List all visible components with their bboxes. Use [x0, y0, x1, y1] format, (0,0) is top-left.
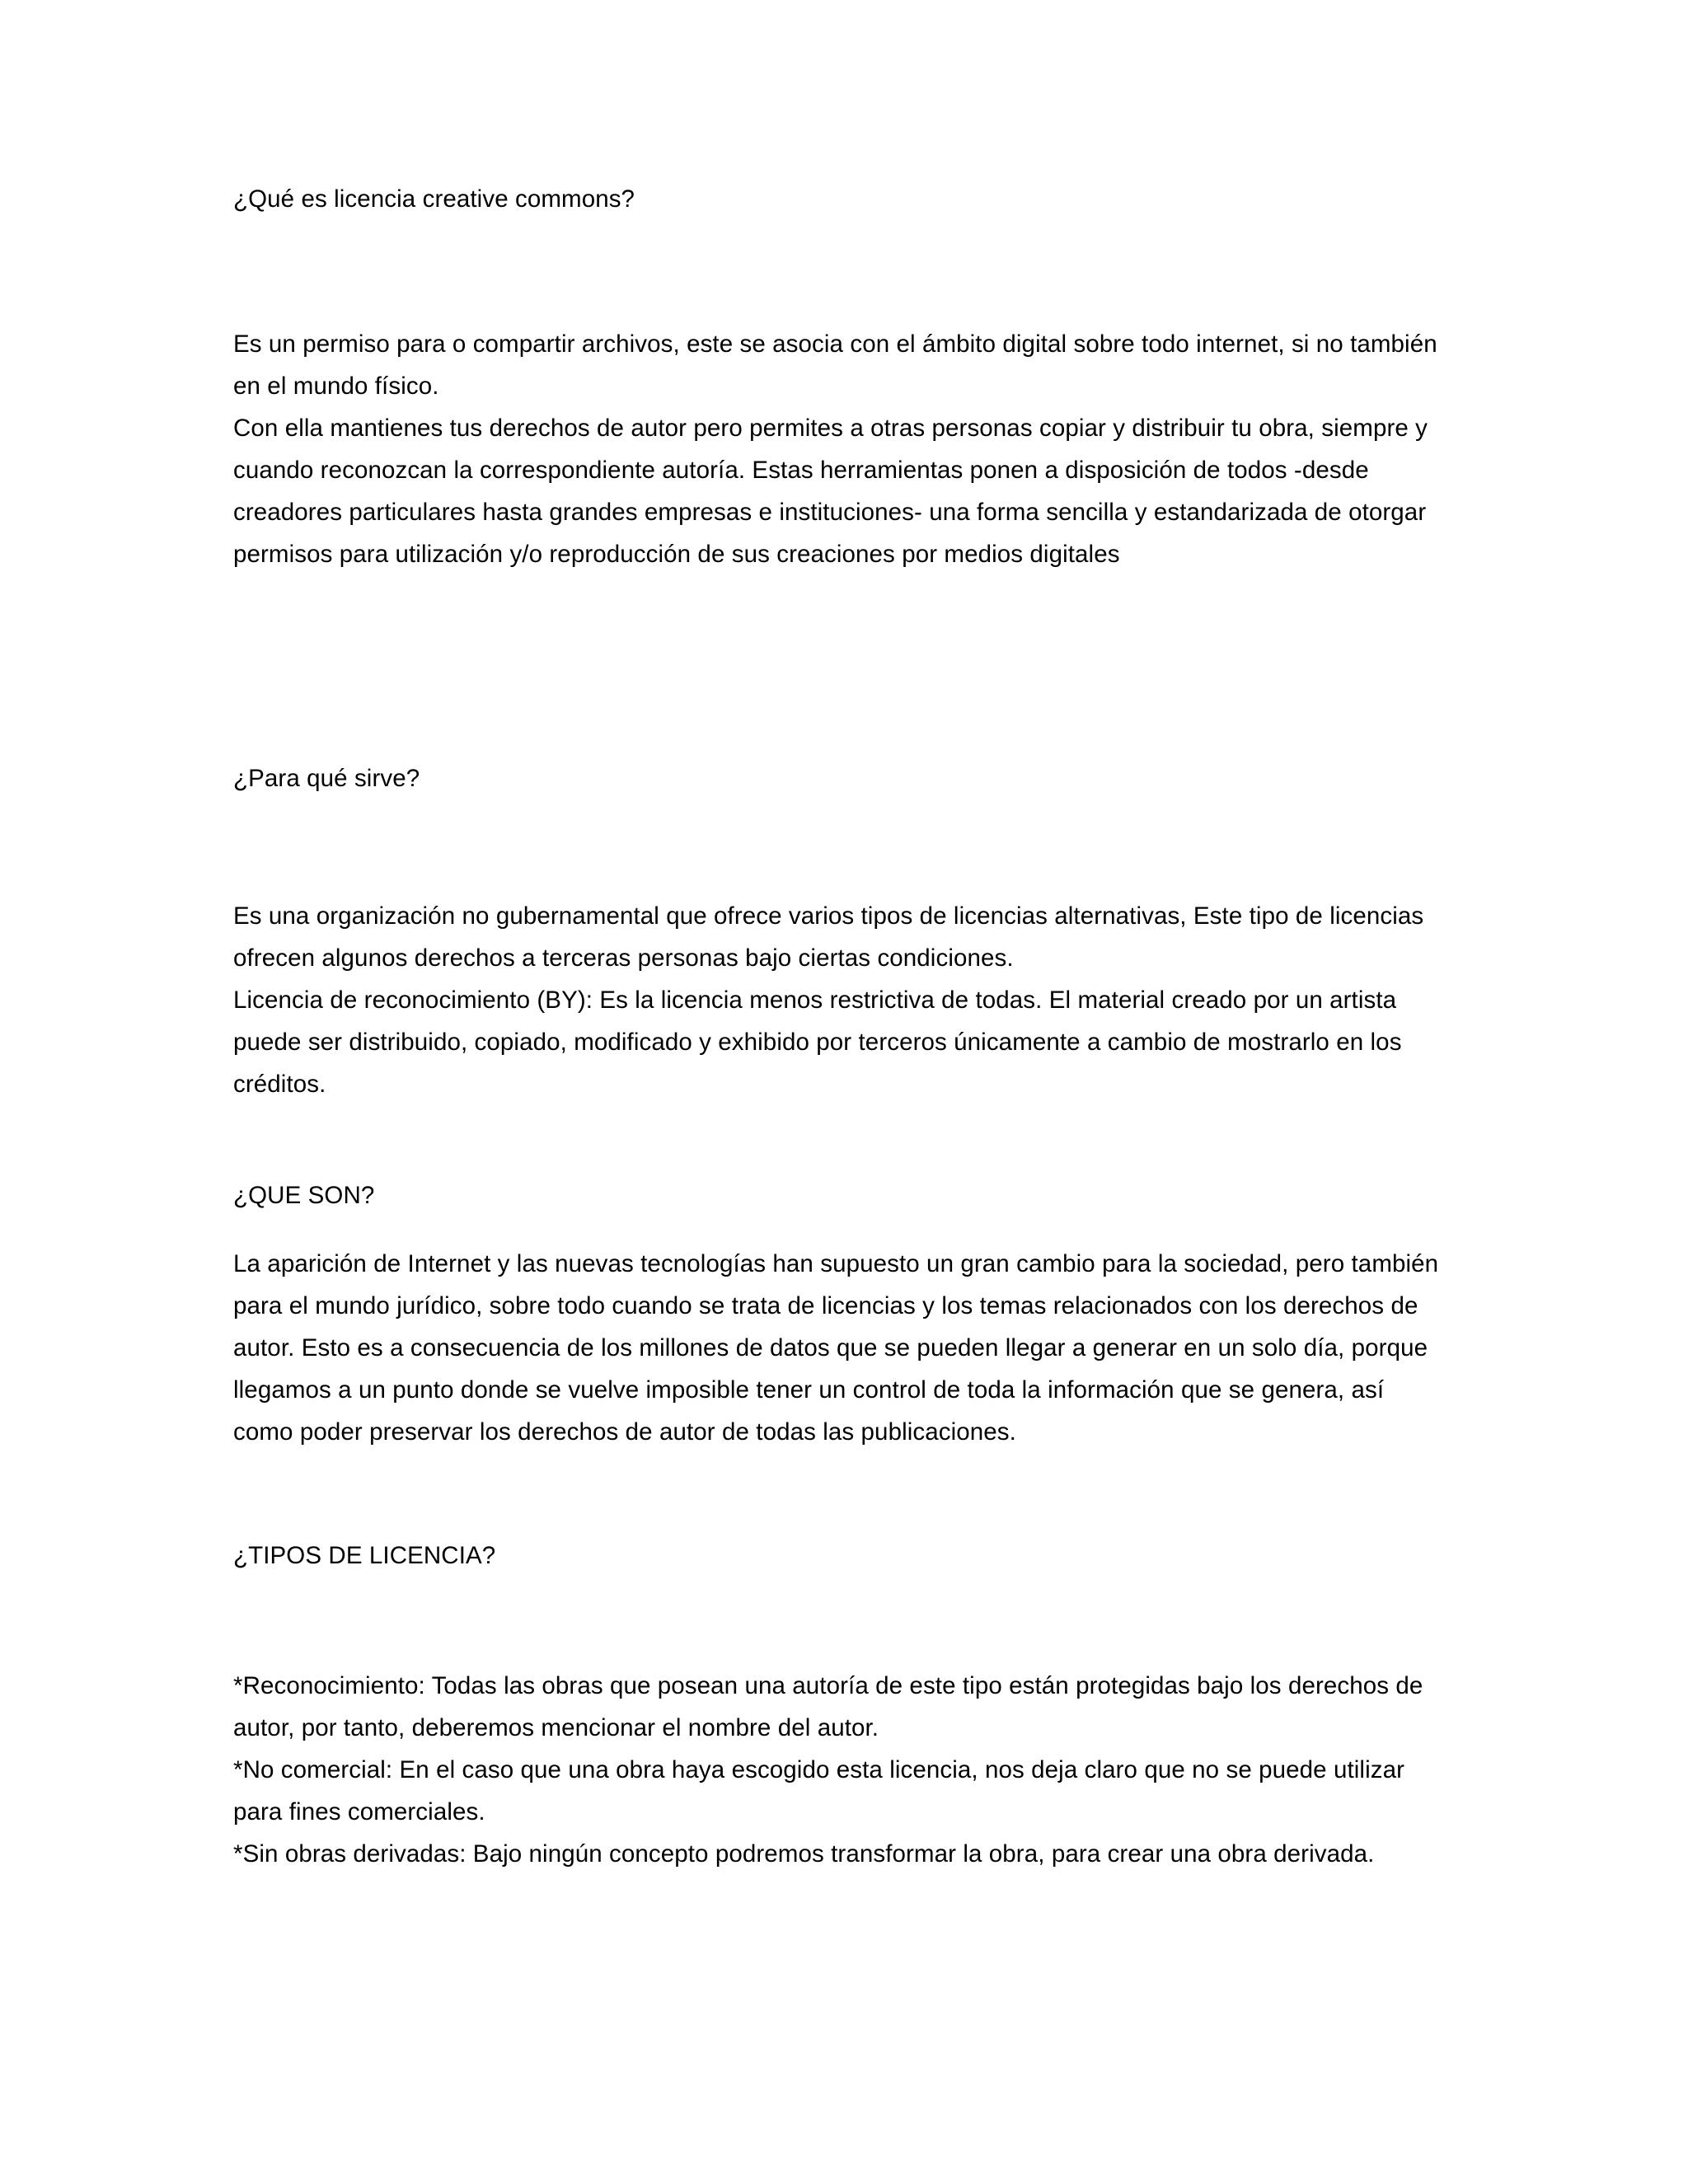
section-body-que-son: [233, 1243, 1443, 1453]
heading-text: ¿Para qué sirve?: [233, 765, 420, 792]
paragraph: Con ella mantienes tus derechos de autor pero permites a otras personas copiar y distribuir tu obra, siempre y cuando reconozcan la correspondiente autoría. Estas herramientas ponen a disposición de todos -desde creadores particulares hasta grandes empresas e instituciones- una forma sencilla y estandarizada de otorgar permisos para utilización y/o reproducción de sus creaciones por medios digitales: [233, 415, 1428, 568]
section-body-para-que-sirve: [233, 895, 1443, 1105]
section-body-que-es-licencia-creative-commons: [233, 323, 1443, 575]
paragraph: Es un permiso para o compartir archivos, este se asocia con el ámbito digital sobre todo internet, si no también en el mundo físico.: [233, 330, 1437, 400]
paragraph: *Sin obras derivadas: Bajo ningún concepto podremos transformar la obra, para crear una obra derivada.: [233, 1840, 1375, 1868]
section-heading-tipos-de-licencia: [233, 1535, 1443, 1577]
paragraph: La aparición de Internet y las nuevas tecnologías han supuesto un gran cambio para la sociedad, pero también para el mundo jurídico, sobre todo cuando se trata de licencias y los temas relacionados con los derechos de autor. Esto es a consecuencia de los millones de datos que se pueden llegar a generar en un solo día, porque llegamos a un punto donde se vuelve imposible tener un control de toda la información que se genera, así como poder preservar los derechos de autor de todas las publicaciones.: [233, 1250, 1439, 1446]
paragraph: Es una organización no gubernamental que ofrece varios tipos de licencias alternativas, Este tipo de licencias ofrecen algunos derechos a terceras personas bajo ciertas condiciones.: [233, 902, 1424, 972]
paragraph: Licencia de reconocimiento (BY): Es la licencia menos restrictiva de todas. El material creado por un artista puede ser distribuido, copiado, modificado y exhibido por terceros únicamente a cambio de mostrarlo en los créditos.: [233, 987, 1402, 1098]
paragraph: *Reconocimiento: Todas las obras que posean una autoría de este tipo están protegidas bajo los derechos de autor, por tanto, deberemos mencionar el nombre del autor.: [233, 1672, 1423, 1741]
heading-text: ¿Qué es licencia creative commons?: [233, 185, 635, 213]
section-heading-que-son: [233, 1174, 1443, 1216]
heading-text: ¿QUE SON?: [233, 1182, 375, 1209]
section-heading-para-que-sirve: [233, 757, 1443, 799]
section-body-tipos-de-licencia: [233, 1665, 1443, 1875]
heading-text: ¿TIPOS DE LICENCIA?: [233, 1542, 496, 1569]
paragraph: *No comercial: En el caso que una obra haya escogido esta licencia, nos deja claro que no se puede utilizar para fines comerciales.: [233, 1756, 1405, 1825]
section-heading-que-es-licencia-creative-commons: [233, 178, 1443, 220]
